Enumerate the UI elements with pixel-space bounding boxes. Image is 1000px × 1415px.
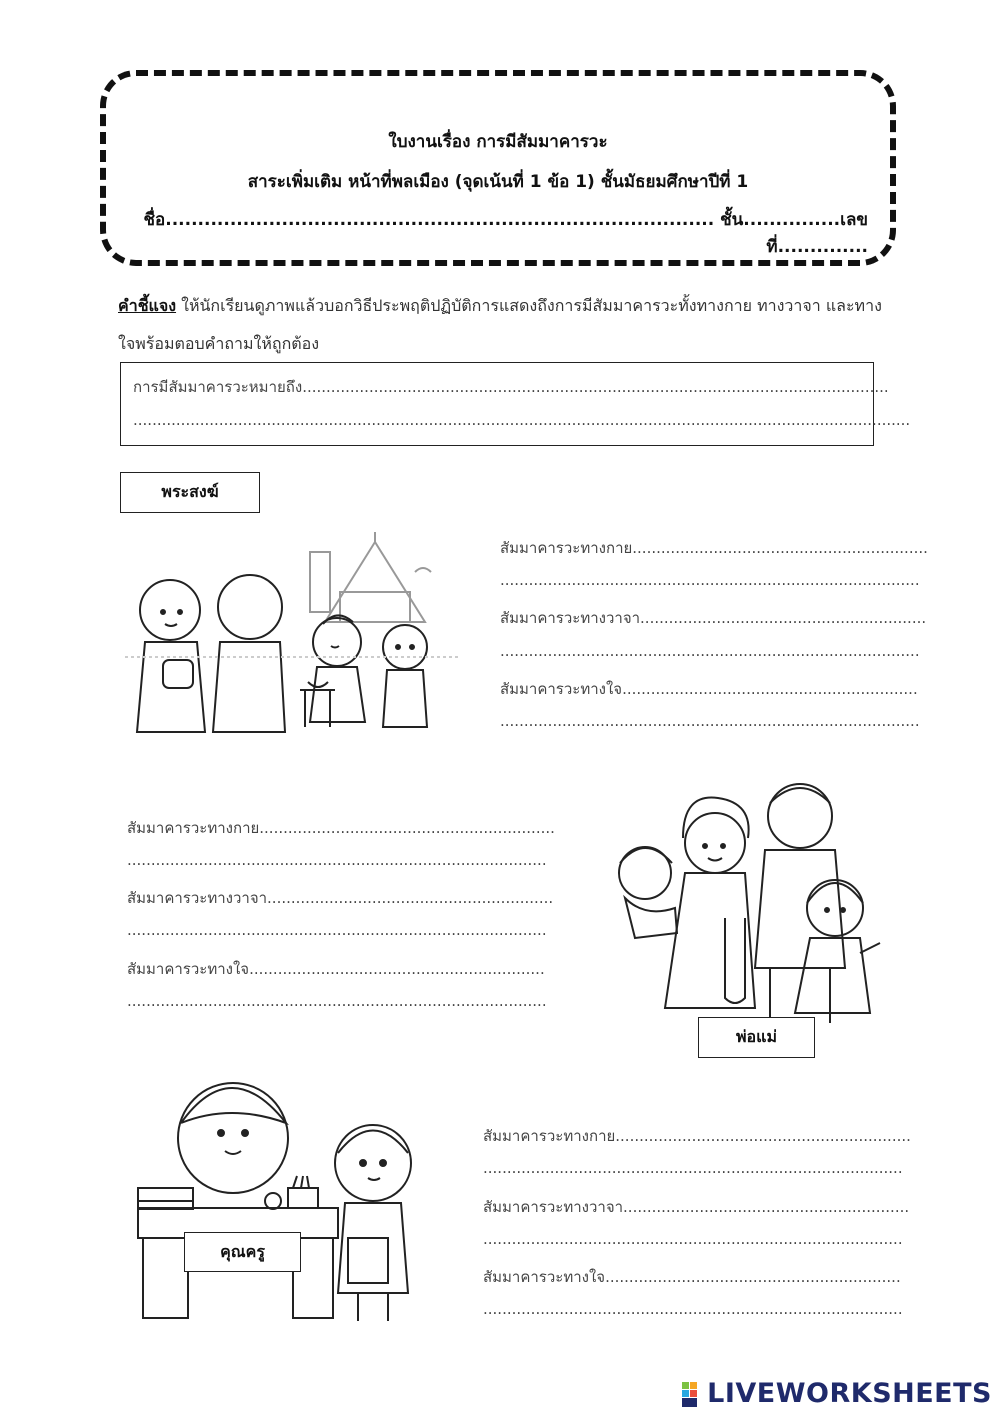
teacher-body-line-cont[interactable]: ........................................................................................ xyxy=(483,1159,903,1177)
definition-box xyxy=(120,362,911,446)
parents-body-line[interactable]: สัมมาคารวะทางกาย.............................................................. xyxy=(127,819,555,837)
teacher-mind-line-cont[interactable]: ........................................................................................ xyxy=(483,1300,903,1318)
monks-speech-line[interactable]: สัมมาคารวะทางวาจา............................................................ xyxy=(500,609,927,627)
parents-speech-line[interactable]: สัมมาคารวะทางวาจา............................................................ xyxy=(127,889,554,907)
header-box xyxy=(100,70,896,266)
parents-body-line-cont[interactable]: ........................................................................................ xyxy=(127,851,547,869)
definition-line-1[interactable]: การมีสัมมาคารวะหมายถึง........................................................................................................................... xyxy=(133,378,889,396)
liveworksheets-brand-text: LIVEWORKSHEETS xyxy=(707,1378,992,1409)
label-teacher: คุณครู xyxy=(184,1232,301,1272)
monks-speech-line-cont[interactable]: ........................................................................................ xyxy=(500,642,920,660)
parents-mind-line-cont[interactable]: ........................................................................................ xyxy=(127,992,547,1010)
teacher-student-illustration xyxy=(133,1063,423,1325)
liveworksheets-logo-icon xyxy=(682,1382,704,1408)
worksheet-subtitle: สาระเพิ่มเติม หน้าที่พลเมือง (จุดเน้นที่ 1 ข้อ 1) ชั้นมัธยมศึกษาปีที่ 1 xyxy=(247,172,749,192)
instructions xyxy=(118,287,898,363)
instructions-text: ให้นักเรียนดูภาพแล้วบอกวิธีประพฤติปฏิบัติการแสดงถึงการมีสัมมาคารวะทั้งทางกาย ทางวาจา และทางใจพร้อมตอบคำถามให้ถูกต้อง xyxy=(118,296,882,353)
monks-body-line[interactable]: สัมมาคารวะทางกาย.............................................................. xyxy=(500,539,928,557)
teacher-speech-line[interactable]: สัมมาคารวะทางวาจา............................................................ xyxy=(483,1198,910,1216)
worksheet-title: ใบงานเรื่อง การมีสัมมาคารวะ xyxy=(388,132,608,152)
student-info-line[interactable]: ชื่อ..................................................................................... ชั้น...............เลขที่.............. xyxy=(143,210,868,257)
teacher-body-line[interactable]: สัมมาคารวะทางกาย.............................................................. xyxy=(483,1127,911,1145)
label-monks: พระสงฆ์ xyxy=(120,472,260,513)
teacher-speech-line-cont[interactable]: ........................................................................................ xyxy=(483,1230,903,1248)
instructions-lead: คำชี้แจง xyxy=(118,296,177,315)
family-illustration xyxy=(605,768,885,1030)
teacher-mind-line[interactable]: สัมมาคารวะทางใจ.............................................................. xyxy=(483,1268,901,1286)
definition-line-2[interactable]: ................................................................................................................................................................... xyxy=(133,411,911,429)
parents-speech-line-cont[interactable]: ........................................................................................ xyxy=(127,921,547,939)
monks-almsgiving-illustration xyxy=(125,532,460,742)
label-parents: พ่อแม่ xyxy=(698,1017,815,1058)
liveworksheets-brand[interactable] xyxy=(682,1378,992,1409)
monks-mind-line-cont[interactable]: ........................................................................................ xyxy=(500,712,920,730)
monks-mind-line[interactable]: สัมมาคารวะทางใจ.............................................................. xyxy=(500,680,918,698)
parents-mind-line[interactable]: สัมมาคารวะทางใจ.............................................................. xyxy=(127,960,545,978)
monks-body-line-cont[interactable]: ........................................................................................ xyxy=(500,571,920,589)
